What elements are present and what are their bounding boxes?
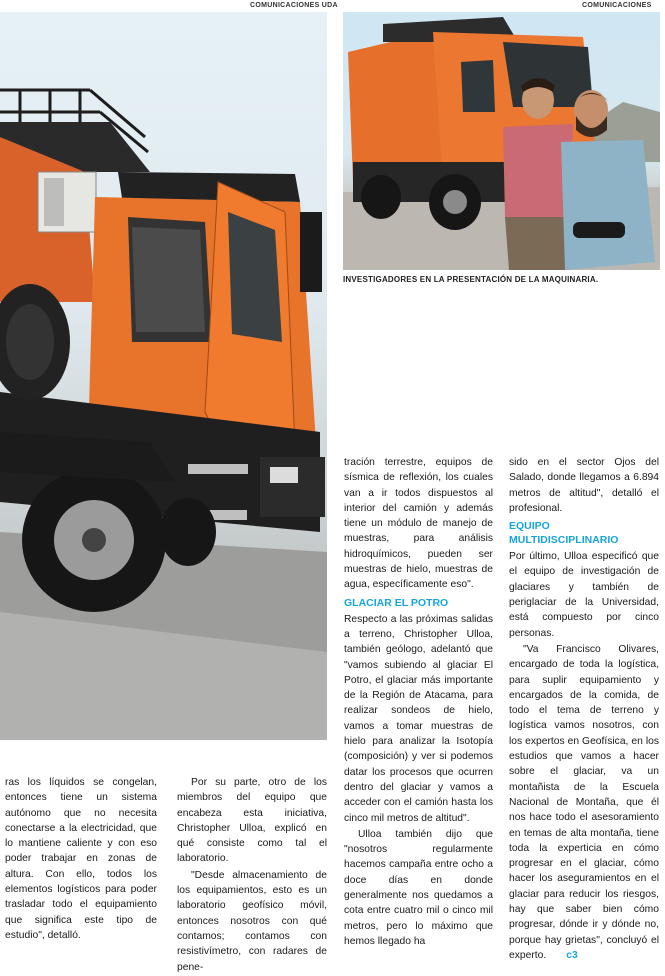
paragraph: Respecto a las próximas salidas a terreno, Christopher Ulloa, también geólogo, adelantó que "vamos subiendo al glaciar El Potro, el glaciar más importante de la Región de Atacama, para realizar sondeos de hielo, vamos a tomar muestras de hielo para analizar la Isotopía (composición) y ver si podemos datar los procesos que ocurren dentro del glaciar y vamos a acceder con el camión hasta los cinco mil metros de altitud".	[344, 613, 493, 824]
paragraph	[509, 642, 659, 963]
paragraph: tración terrestre, equipos de sísmica de reflexión, los cuales van a ir todos dispuestos al interior del camión y además tiene un módulo de manejo de muestras, para análisis hidroquímicos, pueden ser muestras de hielo, muestras de agua, específicamente eso".	[344, 457, 493, 591]
paragraph: Ulloa también dijo que "nosotros regularmente hacemos campaña entre ocho a doce días en donde generalmente nos quedamos a cota entre cuatro mil o cinco mil metros, pero lo máximo que hemos llegado ha	[344, 828, 493, 947]
photo-caption: INVESTIGADORES EN LA PRESENTACIÓN DE LA MAQUINARIA.	[343, 275, 599, 284]
section-header-right: COMUNICACIONES	[582, 2, 652, 9]
subheading-glaciar-el-potro: GLACIAR EL POTRO	[344, 596, 449, 609]
researchers-photo	[343, 12, 660, 270]
article-column-4	[509, 455, 659, 964]
article-column-1	[5, 775, 157, 944]
paragraph: "Desde almacenamiento de los equipamientos, esto es un laboratorio geofísico móvil, entonces nosotros con qué contamos; contamos con resistivímetro, con radares de pene-	[177, 869, 327, 973]
truck-photo	[0, 12, 327, 740]
paragraph: sido en el sector Ojos del Salado, donde llegamos a 6.894 metros de altitud", detalló el profesional.	[509, 457, 659, 514]
paragraph: Por su parte, otro de los miembros del equipo que encabeza esta iniciativa, Christopher Ulloa, explicó en qué consiste como tal el laboratorio.	[177, 777, 327, 865]
paragraph-text: "Va Francisco Olivares, encargado de toda la logística, para suplir equipamiento y encargados de la comida, de todo el tema de terreno y logística vamos nosotros, con los expertos en Geofísica, en los estudios que vamos a hacer sobre el glaciar, va un montañista de la Escuela Nacional de Montaña, que él nos hace todo el asesoramiento en temas de alta montaña, tiene toda la experticia en cómo progresar en el glaciar, cómo hacer los aseguramientos en el glaciar para reducir los riesgos, hay que saber bien cómo progresar, dónde ir y dónde no, porque hay grietas", concluyó el experto.	[509, 643, 659, 961]
subheading-equipo-multidisciplinario: EQUIPO MULTIDISCIPLINARIO	[509, 520, 619, 547]
paragraph: ras los líquidos se congelan, entonces tiene un sistema autónomo que no necesita conectarse a la electricidad, que lo mantiene caliente y con eso poder trabajar en zonas de altura. Con ello, todos los elementos logísticos para poder trasladar todo el equipamiento que significa este tipo de estudio", detalló.	[5, 777, 157, 941]
article-column-2	[177, 775, 327, 976]
paragraph: Por último, Ulloa especificó que el equipo de investigación de glaciares y también de periglaciar de la Universidad, está compuesto por cinco personas.	[509, 551, 659, 639]
article-column-3	[344, 455, 493, 950]
section-header-left: COMUNICACIONES UDA	[250, 2, 338, 9]
end-mark-icon: c3	[566, 949, 578, 961]
